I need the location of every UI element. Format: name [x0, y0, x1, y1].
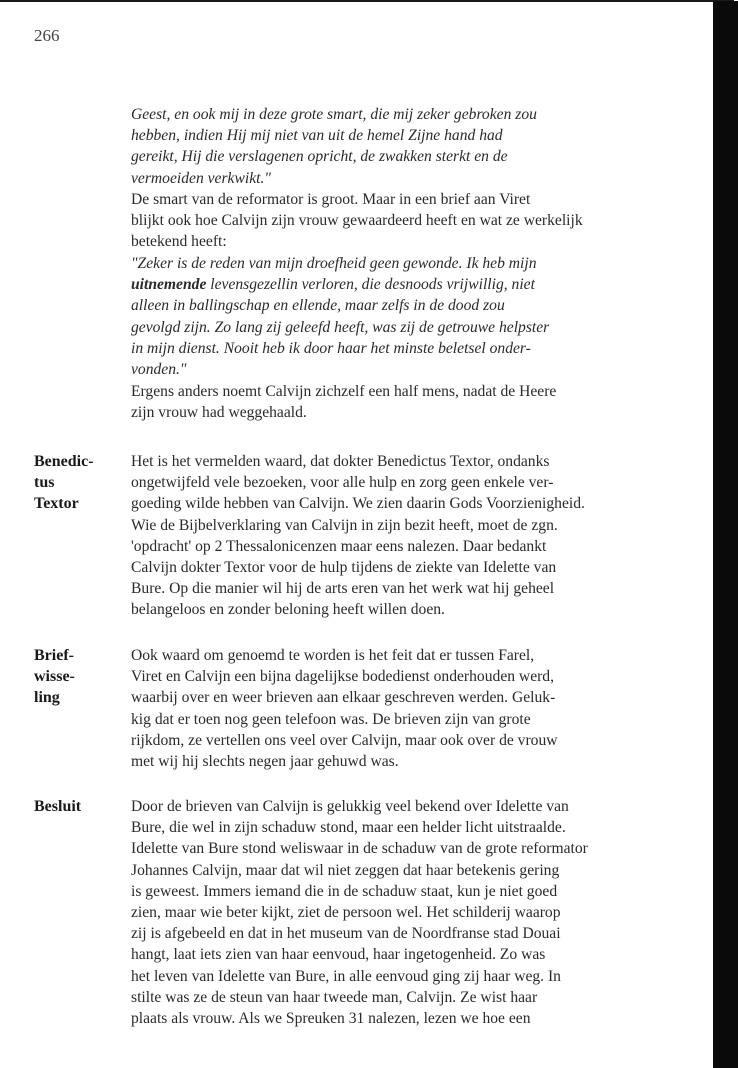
- text-line: vonden.": [131, 361, 187, 379]
- text-line: met wij hij slechts negen jaar gehuwd was.: [131, 753, 399, 771]
- text-line: waarbij over en weer brieven aan elkaar geschreven werden. Geluk-: [131, 689, 556, 707]
- text-line: Idelette van Bure stond weliswaar in de schaduw van de grote reformator: [131, 840, 588, 858]
- text-line: kig dat er toen nog geen telefoon was. De brieven zijn van grote: [131, 710, 531, 728]
- text-line: "Zeker is de reden van mijn droefheid geen gewonde. Ik heb mijn: [131, 255, 537, 272]
- text-line: is geweest. Immers iemand die in de schaduw staat, kun je niet goed: [131, 882, 558, 900]
- text-line: betekend heeft:: [131, 233, 227, 251]
- text-line: gereikt, Hij die verslagenen opricht, de zwakken sterkt en de: [131, 148, 508, 166]
- heading-line: Besluit: [34, 798, 82, 815]
- section-heading-besluit: [34, 796, 130, 817]
- heading-line: wisse-: [34, 668, 75, 685]
- text-line: het leven van Idelette van Bure, in alle eenvoud ging zij haar weg. In: [131, 967, 561, 985]
- text-line: zij is afgebeeld en dat in het museum van de Noordfranse stad Douai: [131, 925, 561, 943]
- text-line: Ook waard om genoemd te worden is het feit dat er tussen Farel,: [131, 647, 535, 664]
- text-line: Viret en Calvijn een bijna dagelijkse bodedienst onderhouden werd,: [131, 668, 555, 686]
- heading-line: Brief-: [34, 647, 74, 664]
- text-line: hangt, laat iets zien van haar eenvoud, haar ingetogenheid. Zo was: [131, 946, 546, 964]
- text-line: [131, 274, 686, 295]
- text-line: De smart van de reformator is groot. Maar in een brief aan Viret: [131, 191, 531, 208]
- text-line: zijn vrouw had weggehaald.: [131, 404, 307, 422]
- text-line: Calvijn dokter Textor voor de hulp tijdens de ziekte van Idelette van: [131, 559, 557, 577]
- section-heading-briefwisseling: [34, 645, 130, 708]
- emphasis-word: uitnemende: [131, 276, 207, 294]
- text-line: Bure. Op die manier wil hij de arts eren van het werk wat hij geheel: [131, 580, 555, 598]
- text-line: plaats als vrouw. Als we Spreuken 31 nalezen, lezen we hoe een: [131, 1010, 531, 1028]
- text-line: vermoeiden verkwikt.": [131, 169, 271, 187]
- text-line: 'opdracht' op 2 Thessalonicenzen maar eens nalezen. Daar bedankt: [131, 537, 547, 555]
- text-line: alleen in ballingschap en ellende, maar zelfs in de dood zou: [131, 297, 505, 315]
- section-heading-benedictus-textor: [34, 451, 130, 514]
- paragraph-smart: [131, 189, 686, 253]
- text-line: ongetwijfeld vele bezoeken, voor alle hulp en zorg geen enkele ver-: [131, 474, 554, 492]
- text-line: Door de brieven van Calvijn is gelukkig veel bekend over Idelette van: [131, 798, 569, 815]
- paragraph-half-mens: [131, 381, 686, 423]
- text-line: hebben, indien Hij mij niet van uit de hemel Zijne hand had: [131, 127, 503, 145]
- heading-line: tus: [34, 474, 55, 491]
- heading-line: Benedic-: [34, 453, 94, 470]
- text-line: blijkt ook hoe Calvijn zijn vrouw gewaardeerd heeft en wat ze werkelijk: [131, 212, 583, 230]
- text-line: Johannes Calvijn, maar dat wil niet zeggen dat haar betekenis gering: [131, 861, 560, 879]
- heading-line: Textor: [34, 495, 79, 512]
- top-rule: [0, 0, 734, 2]
- section-body-besluit: [131, 796, 686, 1029]
- heading-line: ling: [34, 689, 60, 706]
- text-line: Bure, die wel in zijn schaduw stond, maar een helder licht uitstraalde.: [131, 819, 566, 837]
- text-line: belangeloos en zonder beloning heeft willen doen.: [131, 601, 445, 619]
- text-line: Wie de Bijbelverklaring van Calvijn in zijn bezit heeft, moet de zgn.: [131, 516, 558, 534]
- text-line: goeding wilde hebben van Calvijn. We zien daarin Gods Voorzienigheid.: [131, 495, 585, 513]
- quote-geest: [131, 104, 686, 189]
- section-body-briefwisseling: [131, 645, 686, 772]
- text-line: rijkdom, ze vertellen ons veel over Calvijn, maar ook over de vrouw: [131, 731, 558, 749]
- text-line: zien, maar wie beter kijkt, ziet de persoon wel. Het schilderij waarop: [131, 904, 561, 922]
- text-line: Ergens anders noemt Calvijn zichzelf een half mens, nadat de Heere: [131, 383, 557, 400]
- section-body-benedictus-textor: [131, 451, 686, 621]
- text-line: in mijn dienst. Nooit heb ik door haar het minste beletsel onder-: [131, 339, 531, 357]
- quote-viret-letter: [131, 253, 686, 380]
- page-number: 266: [34, 26, 60, 45]
- scan-edge-bar: [713, 1, 738, 1068]
- text-line: stilte was ze de steun van haar tweede man, Calvijn. Ze wist haar: [131, 988, 538, 1006]
- text-line: Geest, en ook mij in deze grote smart, die mij zeker gebroken zou: [131, 106, 537, 123]
- text-line: gevolgd zijn. Zo lang zij geleefd heeft, was zij de getrouwe helpster: [131, 318, 550, 336]
- text-line: Het is het vermelden waard, dat dokter Benedictus Textor, ondanks: [131, 453, 550, 470]
- text-fragment: levensgezellin verloren, die desnoods vrijwillig, niet: [206, 276, 535, 294]
